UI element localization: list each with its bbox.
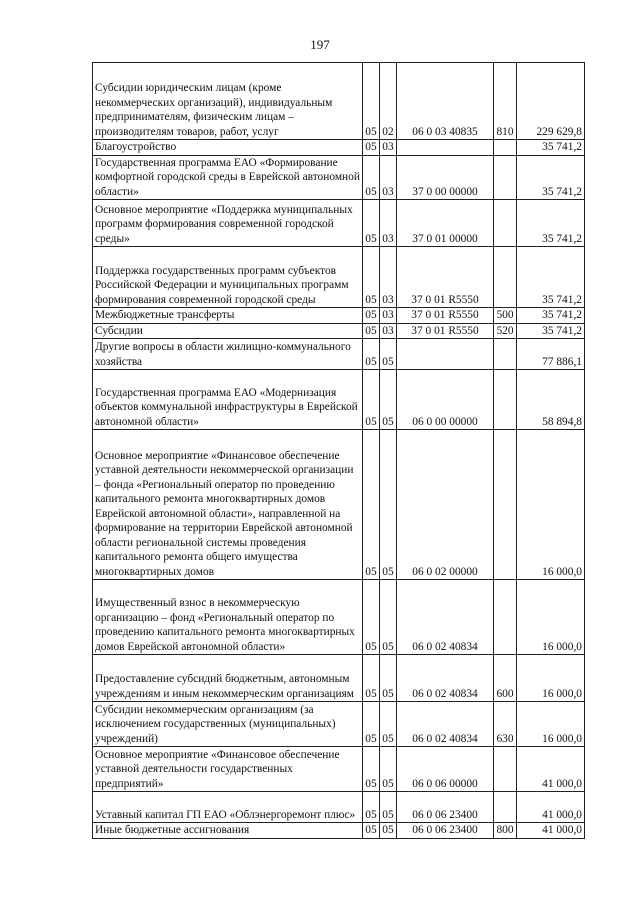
row-expense-type [494, 339, 517, 370]
row-section-code: 05 [363, 430, 380, 580]
row-expense-type [494, 747, 517, 792]
row-target-article: 37 0 01 00000 [397, 200, 494, 247]
budget-table [92, 62, 585, 839]
table-row [93, 370, 585, 430]
row-name: Благоустройство [93, 140, 363, 156]
row-amount: 77 886,1 [517, 339, 585, 370]
row-section-code: 05 [363, 339, 380, 370]
row-subsection-code: 05 [380, 655, 397, 702]
row-subsection-code: 05 [380, 370, 397, 430]
row-amount: 35 741,2 [517, 308, 585, 324]
row-expense-type: 810 [494, 63, 517, 140]
row-amount: 35 741,2 [517, 247, 585, 308]
row-name: Основное мероприятие «Поддержка муниципальных программ формирования современной городской среды» [93, 200, 363, 247]
table-row [93, 747, 585, 792]
row-name: Предоставление субсидий бюджетным, автономным учреждениям и иным некоммерческим организациям [93, 655, 363, 702]
row-expense-type: 800 [494, 823, 517, 839]
row-name: Иные бюджетные ассигнования [93, 823, 363, 839]
row-target-article: 06 0 02 00000 [397, 430, 494, 580]
row-target-article: 37 0 01 R5550 [397, 247, 494, 308]
table-row [93, 823, 585, 839]
row-amount: 35 741,2 [517, 200, 585, 247]
row-name: Имущественный взнос в некоммерческую организацию – фонд «Региональный оператор по проведению капитального ремонта многоквартирных домов Еврейской автономной области» [93, 580, 363, 655]
row-section-code: 05 [363, 747, 380, 792]
row-target-article: 06 0 06 23400 [397, 823, 494, 839]
row-expense-type [494, 430, 517, 580]
row-amount: 16 000,0 [517, 702, 585, 747]
row-subsection-code: 03 [380, 308, 397, 324]
table-row [93, 702, 585, 747]
row-subsection-code: 03 [380, 323, 397, 339]
row-name: Межбюджетные трансферты [93, 308, 363, 324]
row-subsection-code: 05 [380, 702, 397, 747]
row-expense-type: 630 [494, 702, 517, 747]
row-expense-type [494, 155, 517, 200]
row-target-article: 06 0 02 40834 [397, 702, 494, 747]
row-section-code: 05 [363, 63, 380, 140]
row-section-code: 05 [363, 140, 380, 156]
row-target-article: 06 0 02 40834 [397, 580, 494, 655]
row-amount: 16 000,0 [517, 580, 585, 655]
row-expense-type [494, 200, 517, 247]
row-section-code: 05 [363, 323, 380, 339]
table-row [93, 140, 585, 156]
row-expense-type: 600 [494, 655, 517, 702]
row-name: Субсидии некоммерческим организациям (за исключением государственных (муниципальных) учреждений) [93, 702, 363, 747]
table-row [93, 430, 585, 580]
row-section-code: 05 [363, 823, 380, 839]
row-section-code: 05 [363, 702, 380, 747]
row-section-code: 05 [363, 200, 380, 247]
row-amount: 16 000,0 [517, 655, 585, 702]
row-section-code: 05 [363, 792, 380, 823]
table-row [93, 155, 585, 200]
row-amount: 41 000,0 [517, 747, 585, 792]
row-amount: 35 741,2 [517, 140, 585, 156]
row-name: Основное мероприятие «Финансовое обеспечение уставной деятельности государственных предприятий» [93, 747, 363, 792]
row-subsection-code: 05 [380, 339, 397, 370]
row-target-article: 37 0 00 00000 [397, 155, 494, 200]
row-section-code: 05 [363, 308, 380, 324]
row-name: Субсидии юридическим лицам (кроме некоммерческих организаций), индивидуальным предпринимателям, физическим лицам – производителям товаров, работ, услуг [93, 63, 363, 140]
row-subsection-code: 05 [380, 430, 397, 580]
row-subsection-code: 05 [380, 747, 397, 792]
table-row [93, 580, 585, 655]
row-expense-type [494, 370, 517, 430]
row-expense-type [494, 580, 517, 655]
row-target-article: 37 0 01 R5550 [397, 308, 494, 324]
row-amount: 35 741,2 [517, 323, 585, 339]
row-subsection-code: 05 [380, 792, 397, 823]
row-name: Субсидии [93, 323, 363, 339]
row-subsection-code: 03 [380, 140, 397, 156]
row-amount: 16 000,0 [517, 430, 585, 580]
row-subsection-code: 03 [380, 200, 397, 247]
row-name: Государственная программа ЕАО «Формирование комфортной городской среды в Еврейской автономной области» [93, 155, 363, 200]
row-section-code: 05 [363, 580, 380, 655]
row-name: Поддержка государственных программ субъектов Российской Федерации и муниципальных программ формирования современной городской среды [93, 247, 363, 308]
row-target-article: 37 0 01 R5550 [397, 323, 494, 339]
row-name: Другие вопросы в области жилищно-коммунального хозяйства [93, 339, 363, 370]
row-amount: 58 894,8 [517, 370, 585, 430]
row-section-code: 05 [363, 370, 380, 430]
row-target-article: 06 0 03 40835 [397, 63, 494, 140]
row-subsection-code: 02 [380, 63, 397, 140]
row-section-code: 05 [363, 655, 380, 702]
page-number: 197 [310, 37, 330, 52]
table-row [93, 63, 585, 140]
row-subsection-code: 03 [380, 155, 397, 200]
table-row [93, 339, 585, 370]
table-row [93, 247, 585, 308]
row-target-article: 06 0 02 40834 [397, 655, 494, 702]
row-amount: 229 629,8 [517, 63, 585, 140]
row-section-code: 05 [363, 155, 380, 200]
row-expense-type [494, 792, 517, 823]
table-row [93, 655, 585, 702]
table-row [93, 308, 585, 324]
row-expense-type [494, 140, 517, 156]
row-name: Государственная программа ЕАО «Модернизация объектов коммунальной инфраструктуры в Еврейской автономной области» [93, 370, 363, 430]
row-section-code: 05 [363, 247, 380, 308]
row-name: Основное мероприятие «Финансовое обеспечение уставной деятельности некоммерческой организации – фонда «Региональный оператор по проведению капитального ремонта многоквартирных домов Еврейской автономной области», направленной на формирование на территории Еврейской автономной области региональной системы проведения капитального ремонта общего имущества многоквартирных домов [93, 430, 363, 580]
table-row [93, 792, 585, 823]
row-target-article: 06 0 06 23400 [397, 792, 494, 823]
table-row [93, 200, 585, 247]
table-row [93, 323, 585, 339]
row-expense-type: 520 [494, 323, 517, 339]
row-name: Уставный капитал ГП ЕАО «Облэнергоремонт плюс» [93, 792, 363, 823]
row-amount: 41 000,0 [517, 823, 585, 839]
row-subsection-code: 03 [380, 247, 397, 308]
row-expense-type [494, 247, 517, 308]
row-subsection-code: 05 [380, 580, 397, 655]
row-target-article: 06 0 00 00000 [397, 370, 494, 430]
row-expense-type: 500 [494, 308, 517, 324]
row-target-article [397, 140, 494, 156]
row-subsection-code: 05 [380, 823, 397, 839]
row-target-article [397, 339, 494, 370]
row-amount: 35 741,2 [517, 155, 585, 200]
row-target-article: 06 0 06 00000 [397, 747, 494, 792]
row-amount: 41 000,0 [517, 792, 585, 823]
